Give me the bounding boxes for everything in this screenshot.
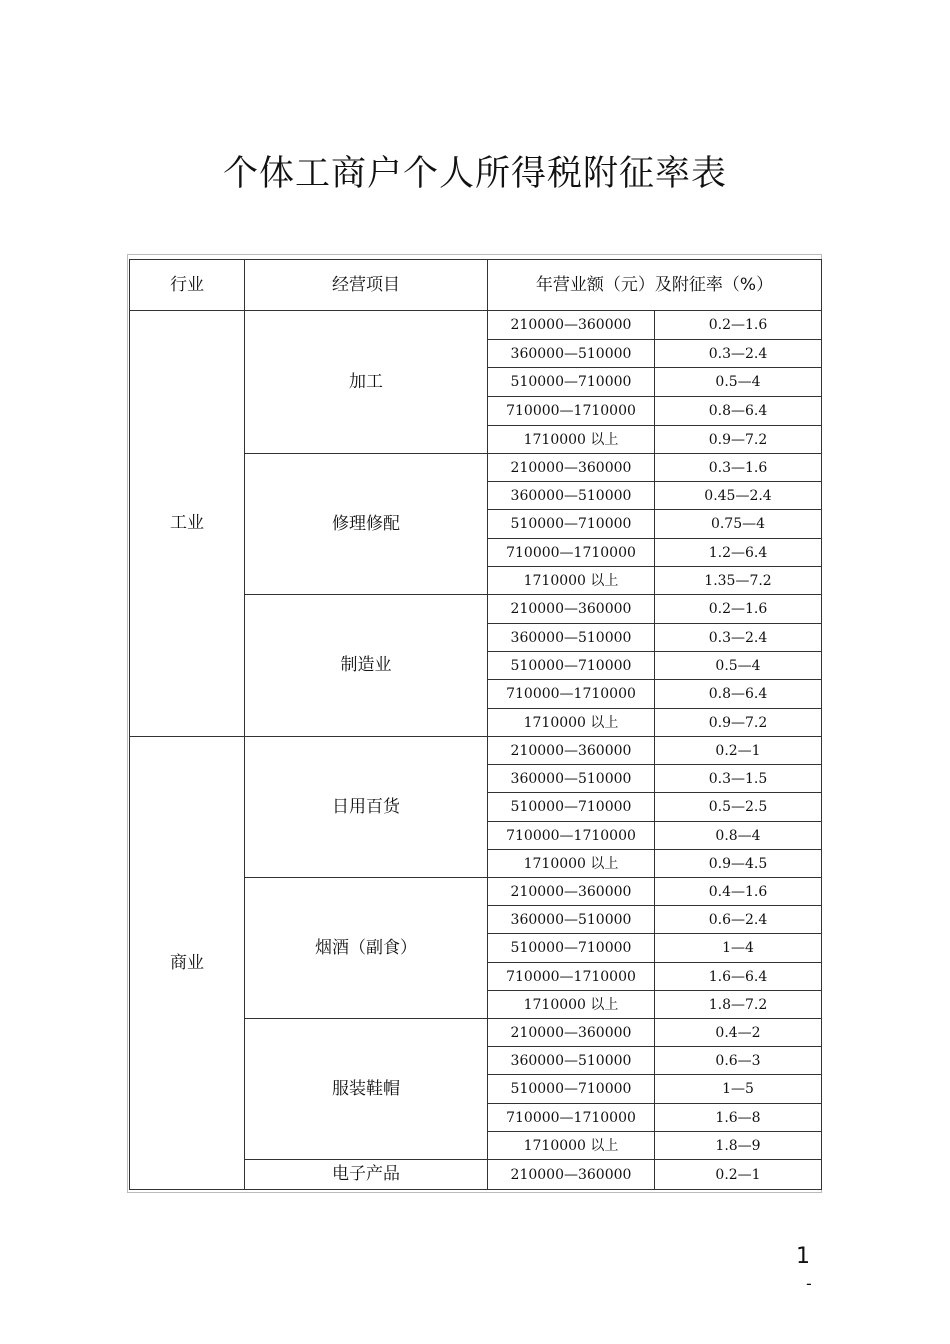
header-industry: 行业 <box>130 260 245 311</box>
rate-cell: 0.6—2.4 <box>655 906 822 934</box>
rate-cell: 0.8—4 <box>655 822 822 850</box>
range-cell: 510000—710000 <box>488 793 655 822</box>
rate-cell: 0.5—4 <box>655 368 822 397</box>
range-cell: 510000—710000 <box>488 368 655 397</box>
rate-cell: 0.2—1.6 <box>655 311 822 340</box>
range-cell: 710000—1710000 <box>488 963 655 991</box>
rate-cell: 0.2—1.6 <box>655 595 822 624</box>
rate-cell: 1.35—7.2 <box>655 567 822 595</box>
range-cell: 510000—710000 <box>488 652 655 680</box>
item-cell: 电子产品 <box>245 1160 488 1190</box>
range-cell: 510000—710000 <box>488 934 655 963</box>
page-dash: - <box>806 1274 812 1293</box>
range-cell: 1710000 以上 <box>488 709 655 737</box>
rate-cell: 0.2—1 <box>655 1160 822 1190</box>
range-cell: 210000—360000 <box>488 1160 655 1190</box>
range-cell: 710000—1710000 <box>488 680 655 709</box>
range-cell: 360000—510000 <box>488 906 655 934</box>
rate-cell: 0.8—6.4 <box>655 680 822 709</box>
rate-cell: 1—4 <box>655 934 822 963</box>
range-cell: 360000—510000 <box>488 624 655 652</box>
range-cell: 1710000 以上 <box>488 567 655 595</box>
range-cell: 210000—360000 <box>488 1019 655 1047</box>
rate-cell: 0.9—7.2 <box>655 709 822 737</box>
range-cell: 710000—1710000 <box>488 539 655 567</box>
rate-cell: 1.6—6.4 <box>655 963 822 991</box>
rate-cell: 0.4—1.6 <box>655 878 822 906</box>
item-cell: 服装鞋帽 <box>245 1019 488 1160</box>
rate-cell: 0.5—4 <box>655 652 822 680</box>
rate-cell: 0.5—2.5 <box>655 793 822 822</box>
item-cell: 加工 <box>245 311 488 454</box>
range-cell: 210000—360000 <box>488 454 655 482</box>
header-item: 经营项目 <box>245 260 488 311</box>
rate-cell: 0.8—6.4 <box>655 397 822 426</box>
range-cell: 510000—710000 <box>488 510 655 539</box>
range-cell: 710000—1710000 <box>488 397 655 426</box>
rate-cell: 1.2—6.4 <box>655 539 822 567</box>
rate-cell: 0.3—2.4 <box>655 340 822 368</box>
range-cell: 360000—510000 <box>488 482 655 510</box>
range-cell: 710000—1710000 <box>488 822 655 850</box>
page-title: 个体工商户个人所得税附征率表 <box>222 154 727 194</box>
header-range-rate: 年营业额（元）及附征率（%） <box>488 260 822 311</box>
table-row <box>130 737 822 765</box>
range-cell: 210000—360000 <box>488 311 655 340</box>
range-cell: 1710000 以上 <box>488 850 655 878</box>
range-cell: 210000—360000 <box>488 595 655 624</box>
range-cell: 1710000 以上 <box>488 991 655 1019</box>
range-cell: 1710000 以上 <box>488 1132 655 1160</box>
range-cell: 360000—510000 <box>488 765 655 793</box>
item-cell: 烟酒（副食） <box>245 878 488 1019</box>
range-cell: 360000—510000 <box>488 1047 655 1075</box>
rate-cell: 1.8—9 <box>655 1132 822 1160</box>
rate-cell: 0.6—3 <box>655 1047 822 1075</box>
rate-cell: 1.6—8 <box>655 1104 822 1132</box>
rate-table <box>129 259 822 1190</box>
range-cell: 360000—510000 <box>488 340 655 368</box>
industry-cell: 商业 <box>130 737 245 1190</box>
range-cell: 710000—1710000 <box>488 1104 655 1132</box>
industry-cell: 工业 <box>130 311 245 737</box>
table-row <box>130 311 822 340</box>
rate-cell: 1—5 <box>655 1075 822 1104</box>
page-number: 1 <box>796 1244 810 1269</box>
range-cell: 1710000 以上 <box>488 426 655 454</box>
item-cell: 修理修配 <box>245 454 488 595</box>
rate-cell: 0.2—1 <box>655 737 822 765</box>
rate-cell: 0.3—1.6 <box>655 454 822 482</box>
rate-cell: 0.3—2.4 <box>655 624 822 652</box>
rate-cell: 0.75—4 <box>655 510 822 539</box>
header-row <box>130 260 822 311</box>
range-cell: 210000—360000 <box>488 737 655 765</box>
rate-cell: 0.4—2 <box>655 1019 822 1047</box>
range-cell: 210000—360000 <box>488 878 655 906</box>
rate-cell: 0.45—2.4 <box>655 482 822 510</box>
rate-cell: 0.9—7.2 <box>655 426 822 454</box>
item-cell: 制造业 <box>245 595 488 737</box>
range-cell: 510000—710000 <box>488 1075 655 1104</box>
rate-cell: 0.9—4.5 <box>655 850 822 878</box>
item-cell: 日用百货 <box>245 737 488 878</box>
rate-cell: 0.3—1.5 <box>655 765 822 793</box>
rate-cell: 1.8—7.2 <box>655 991 822 1019</box>
